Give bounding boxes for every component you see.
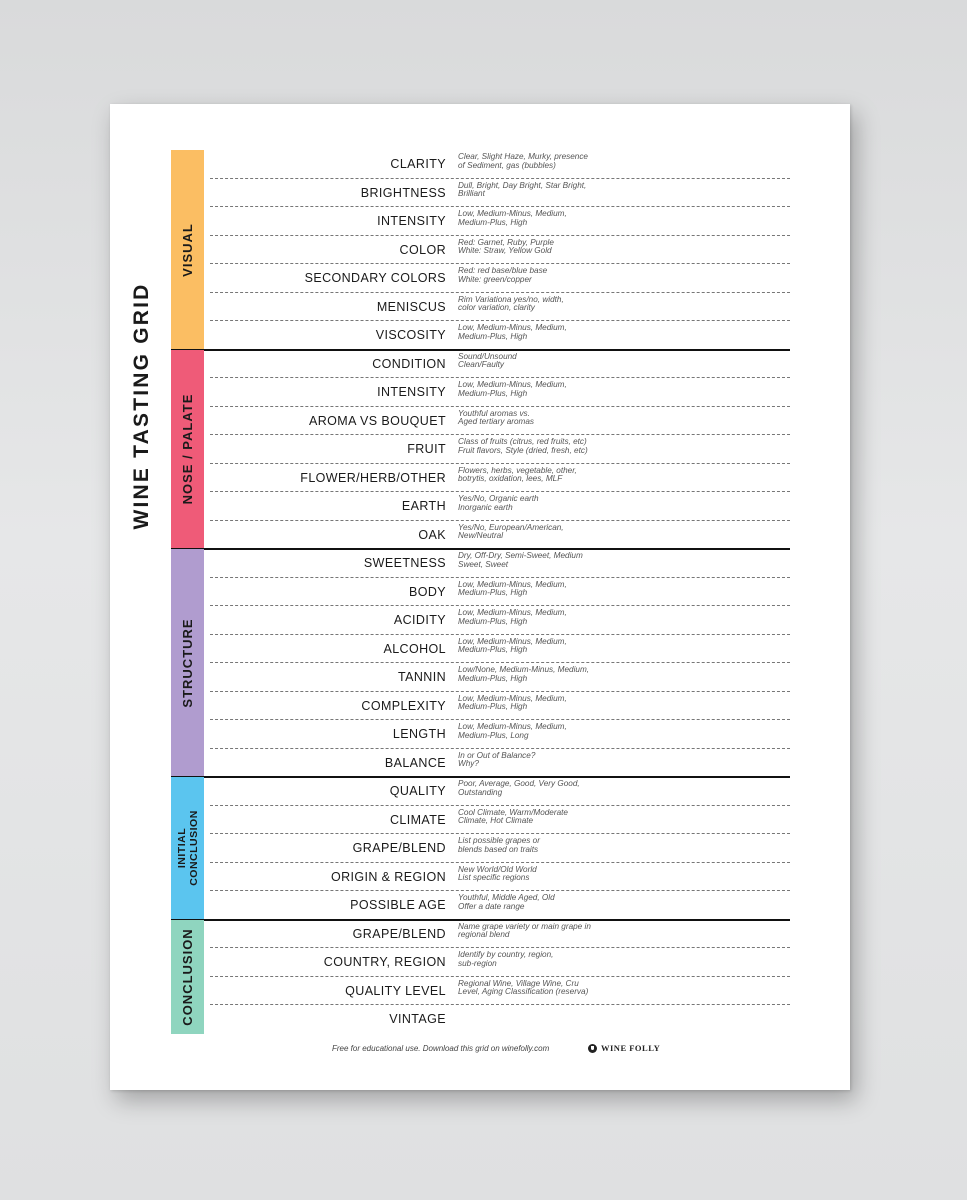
row-label: VISCOSITY [375, 328, 446, 342]
row-description: Poor, Average, Good, Very Good, Outstanding [458, 779, 580, 797]
row-label: FRUIT [407, 442, 446, 456]
grid-row [204, 207, 790, 236]
grid-row [204, 920, 790, 949]
row-label: TANNIN [398, 670, 446, 684]
grid-row [204, 407, 790, 436]
row-description: In or Out of Balance? Why? [458, 750, 536, 769]
brand-logo[interactable] [588, 1043, 660, 1053]
row-description: Youthful aromas vs. Aged tertiary aromas [458, 408, 534, 427]
row-description: Dull, Bright, Day Bright, Star Bright, Brilliant [458, 180, 587, 199]
grid-row [204, 692, 790, 721]
grid-row [204, 948, 790, 977]
row-description: Flowers, herbs, vegetable, other, botrytis, oxidation, lees, MLF [458, 465, 577, 484]
row-description: Low/None, Medium-Minus, Medium, Medium-Plus, High [458, 665, 590, 683]
row-description: Low, Medium-Minus, Medium, Medium-Plus, High [458, 636, 567, 655]
grid-row [204, 977, 790, 1006]
row-label: COUNTRY, REGION [323, 955, 446, 969]
row-description: Low, Medium-Minus, Medium, Medium-Plus, High [458, 579, 567, 598]
row-label: CLIMATE [389, 812, 446, 827]
grid-row [204, 378, 790, 407]
brand-name: WINE FOLLY [601, 1043, 661, 1053]
grid-row [204, 236, 790, 265]
grid-row [204, 863, 790, 892]
row-description: Sound/Unsound Clean/Faulty [458, 351, 517, 370]
section-bar-0 [171, 150, 204, 350]
row-label: OAK [418, 527, 446, 542]
grid-row [204, 749, 790, 778]
row-label: POSSIBLE AGE [350, 898, 446, 912]
grid-row [204, 293, 790, 322]
row-label: LENGTH [392, 727, 446, 741]
footer-text: Free for educational use. Download this grid on winefolly.com [332, 1044, 550, 1053]
grid-row [204, 179, 790, 208]
section-bar-1 [171, 350, 204, 550]
row-description: Red: Garnet, Ruby, Purple White: Straw, Yellow Gold [458, 237, 554, 256]
row-label: CONDITION [372, 356, 446, 371]
row-label: SECONDARY COLORS [304, 271, 446, 285]
row-label: INTENSITY [377, 214, 446, 228]
row-label: EARTH [401, 499, 446, 513]
section-bar-2 [171, 549, 204, 777]
row-description: Dry, Off-Dry, Semi-Sweet, Medium Sweet, Sweet [458, 551, 583, 569]
row-description: Red: red base/blue base White: green/copper [458, 266, 548, 284]
grid-row [204, 578, 790, 607]
row-description: Low, Medium-Minus, Medium, Medium-Plus, High [458, 693, 567, 712]
row-label: BALANCE [384, 755, 446, 770]
row-description: Class of fruits (citrus, red fruits, etc) Fruit flavors, Style (dried, fresh, etc) [458, 437, 588, 455]
row-description: Identify by country, region, sub-region [458, 950, 554, 968]
wine-glass-icon [588, 1044, 597, 1053]
grid-row [204, 720, 790, 749]
row-label: ORIGIN & REGION [330, 869, 446, 884]
row-description: New World/Old World List specific regions [458, 864, 537, 883]
grid-row [204, 264, 790, 293]
row-label: ALCOHOL [383, 641, 446, 656]
row-description: Youthful, Middle Aged, Old Offer a date range [458, 893, 555, 911]
tasting-grid-sheet [110, 104, 850, 1090]
row-label: COLOR [399, 242, 446, 257]
grid-row [204, 435, 790, 464]
grid-row [204, 1005, 790, 1034]
section-label: STRUCTURE [179, 618, 195, 708]
grid-row [204, 777, 790, 806]
row-description: Rim Variationa yes/no, width, color variation, clarity [458, 294, 564, 313]
row-label: VINTAGE [389, 1012, 446, 1026]
row-label: COMPLEXITY [361, 698, 446, 713]
section-label: VISUAL [179, 222, 195, 277]
grid-row [204, 350, 790, 379]
row-label: QUALITY [389, 784, 446, 798]
row-description: Name grape variety or main grape in regional blend [458, 921, 591, 940]
row-label: ACIDITY [393, 613, 446, 627]
row-description: Low, Medium-Minus, Medium, Medium-Plus, High [458, 323, 567, 341]
grid-title: WINE TASTING GRID [130, 282, 153, 530]
row-description: List possible grapes or blends based on traits [458, 836, 540, 854]
row-description: Low, Medium-Minus, Medium, Medium-Plus, High [458, 380, 567, 398]
row-description: Regional Wine, Village Wine, Cru Level, Aging Classification (reserva) [458, 978, 589, 997]
grid-row [204, 521, 790, 550]
row-description: Clear, Slight Haze, Murky, presence of Sediment, gas (bubbles) [458, 152, 588, 170]
grid-row [204, 891, 790, 920]
section-bar-3 [171, 777, 204, 920]
row-label: QUALITY LEVEL [345, 983, 446, 998]
grid-row [204, 549, 790, 578]
row-label: INTENSITY [377, 385, 446, 399]
grid-row [204, 606, 790, 635]
grid-row [204, 635, 790, 664]
row-description: Yes/No, Organic earth Inorganic earth [458, 494, 539, 512]
row-label: CLARITY [390, 157, 446, 171]
section-label: NOSE / PALATE [179, 393, 195, 505]
row-description: Low, Medium-Minus, Medium, Medium-Plus, High [458, 608, 567, 626]
row-label: BRIGHTNESS [360, 185, 446, 200]
row-label: GRAPE/BLEND [352, 841, 446, 855]
row-label: SWEETNESS [363, 556, 446, 570]
row-label: AROMA VS BOUQUET [309, 413, 446, 428]
grid-row [204, 492, 790, 521]
row-description: Low, Medium-Minus, Medium, Medium-Plus, High [458, 209, 567, 227]
grid-row [204, 806, 790, 835]
section-label: INITIAL CONCLUSION [175, 810, 200, 887]
row-label: GRAPE/BLEND [352, 926, 446, 941]
grid-row [204, 834, 790, 863]
section-label: CONCLUSION [179, 927, 195, 1026]
grid-row [204, 321, 790, 350]
row-description: Yes/No, European/American, New/Neutral [458, 522, 564, 541]
grid-row [204, 464, 790, 493]
grid-row [204, 150, 790, 179]
row-label: BODY [408, 584, 446, 599]
row-description: Low, Medium-Minus, Medium, Medium-Plus, Long [458, 722, 567, 740]
row-label: FLOWER/HERB/OTHER [300, 470, 446, 485]
grid-row [204, 663, 790, 692]
row-label: MENISCUS [376, 299, 446, 314]
section-bar-4 [171, 920, 204, 1034]
row-description: Cool Climate, Warm/Moderate Climate, Hot Climate [458, 807, 568, 826]
